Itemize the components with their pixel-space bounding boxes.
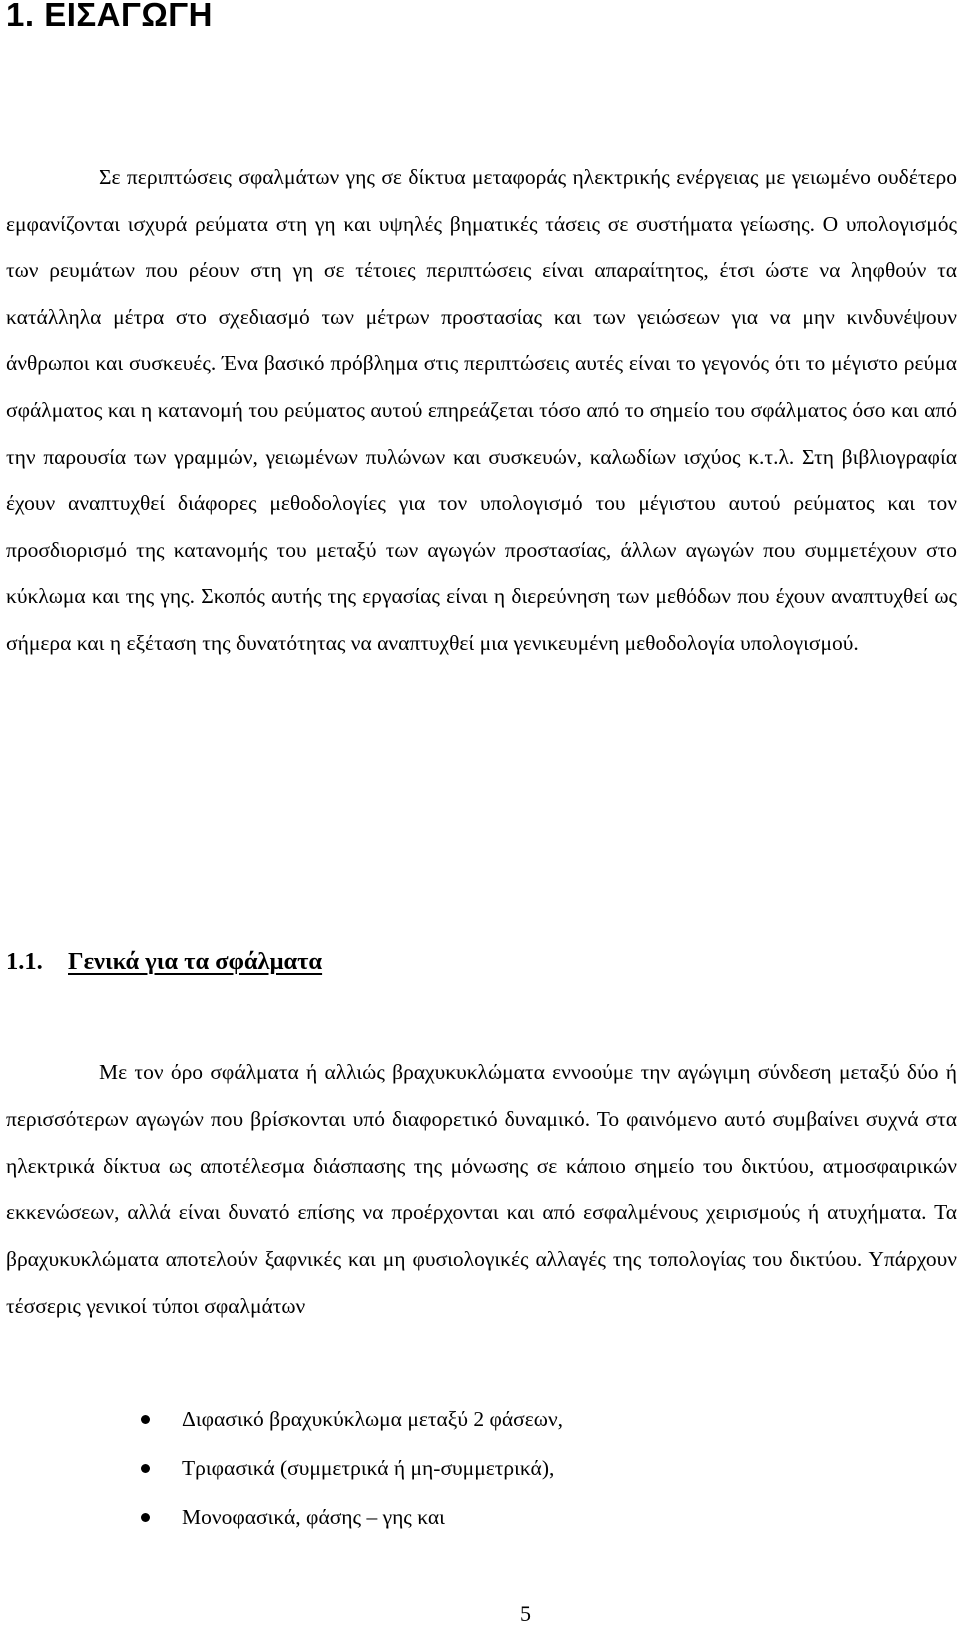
bullet-icon <box>141 1513 150 1522</box>
list-item-text: Διφασικό βραχυκύκλωμα μεταξύ 2 φάσεων, <box>182 1407 564 1431</box>
section-number: 1.1. <box>6 948 43 975</box>
section-title: Γενικά για τα σφάλματα <box>68 948 323 975</box>
list-item-text: Τριφασικά (συμμετρικά ή μη-συμμετρικά), <box>182 1456 555 1480</box>
section-heading <box>6 948 322 976</box>
bullet-icon <box>141 1415 150 1424</box>
list-item-text: Μονοφασικά, φάσης – γης και <box>182 1505 445 1529</box>
faults-paragraph: Με τον όρο σφάλματα ή αλλιώς βραχυκυκλώματα εννοούμε την αγώγιμη σύνδεση μεταξύ δύο ή περισσότερων αγωγών που βρίσκονται υπό διαφορετικό δυναμικό. Το φαινόμενο αυτό συμβαίνει συχνά στα ηλεκτρικά δίκτυα ως αποτέλεσμα διάσπασης της μόνωσης σε κάποιο σημείο του δικτύου, ατμοσφαιρικών εκκενώσεων, αλλά είναι δυνατό επίσης να προέρχονται και από εσφαλμένους χειρισμούς ή ατυχήματα. Τα βραχυκυκλώματα αποτελούν ξαφνικές και μη φυσιολογικές αλλαγές της τοπολογίας του δικτύου. Υπάρχουν τέσσερις γενικοί τύποι σφαλμάτων <box>6 1060 957 1318</box>
chapter-heading: 1. ΕΙΣΑΓΩΓΗ <box>6 0 213 33</box>
intro-paragraph: Σε περιπτώσεις σφαλμάτων γης σε δίκτυα μεταφοράς ηλεκτρικής ενέργειας με γειωμένο ουδέτερο εμφανίζονται ισχυρά ρεύματα στη γη και υψηλές βηματικές τάσεις σε συστήματα γείωσης. Ο υπολογισμός των ρευμάτων που ρέουν στη γη σε τέτοιες περιπτώσεις είναι απαραίτητος, έτσι ώστε να ληφθούν τα κατάλληλα μέτρα στο σχεδιασμό των μέτρων προστασίας και των γειώσεων για να μην κινδυνέψουν άνθρωποι και συσκευές. Ένα βασικό πρόβλημα στις περιπτώσεις αυτές είναι το γεγονός ότι το μέγιστο ρεύμα σφάλματος και η κατανομή του ρεύματος αυτού επηρεάζεται τόσο από το σημείο του σφάλματος όσο και από την παρουσία των γραμμών, γειωμένων πυλώνων και συσκευών, καλωδίων ισχύος κ.τ.λ. Στη βιβλιογραφία έχουν αναπτυχθεί διάφορες μεθοδολογίες για τον υπολογισμό του μέγιστου αυτού ρεύματος και τον προσδιορισμό της κατανομής του μεταξύ των αγωγών προστασίας, άλλων αγωγών που συμμετέχουν στο κύκλωμα και της γης. Σκοπός αυτής της εργασίας είναι η διερεύνηση των μεθόδων που έχουν αναπτυχθεί ως σήμερα και η εξέταση της δυνατότητας να αναπτυχθεί μια γενικευμένη μεθοδολογία υπολογισμού. <box>6 165 957 655</box>
page-number: 5 <box>520 1601 531 1626</box>
bullet-icon <box>141 1464 150 1473</box>
